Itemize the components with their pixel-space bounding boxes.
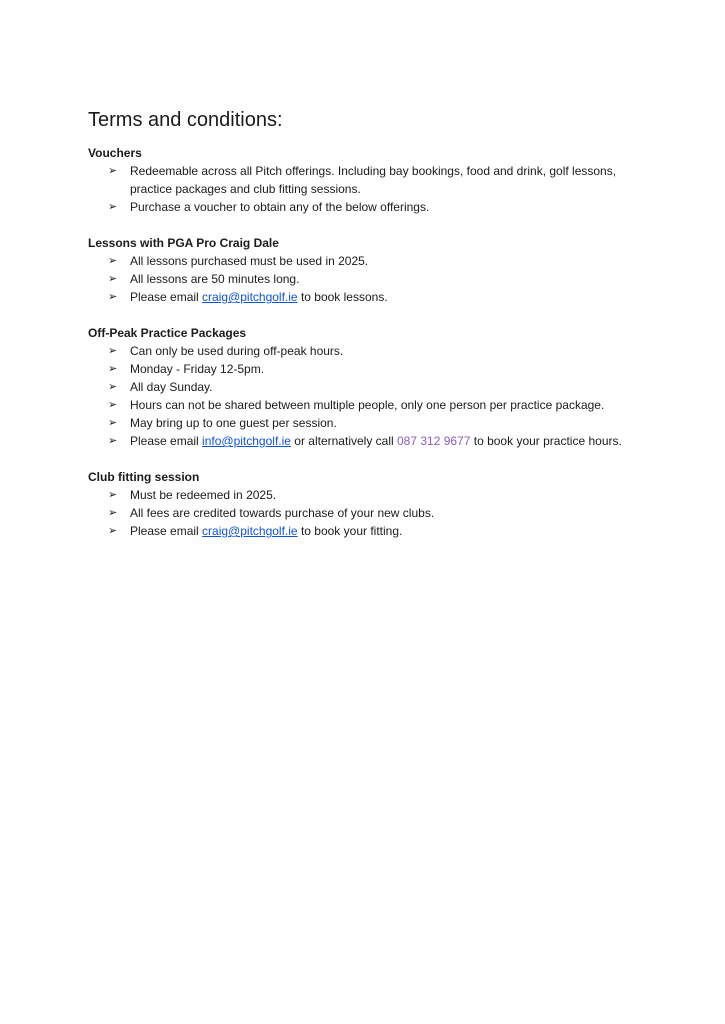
item-text: Please email bbox=[130, 290, 203, 304]
arrow-bullet-icon: ➢ bbox=[108, 344, 118, 357]
list-item bbox=[88, 522, 640, 540]
list-item bbox=[88, 414, 640, 432]
list-item bbox=[88, 198, 640, 216]
arrow-bullet-icon: ➢ bbox=[108, 362, 118, 375]
item-text: All lessons are 50 minutes long. bbox=[130, 272, 300, 286]
list-item bbox=[88, 432, 640, 450]
item-text: to book your practice hours. bbox=[470, 434, 622, 448]
arrow-bullet-icon: ➢ bbox=[108, 164, 118, 177]
item-text: Monday - Friday 12-5pm. bbox=[130, 362, 265, 376]
item-text: or alternatively call bbox=[290, 434, 397, 448]
section-heading: Vouchers bbox=[88, 146, 142, 160]
item-text: Must be redeemed in 2025. bbox=[130, 488, 277, 502]
email-link[interactable]: info@pitchgolf.ie bbox=[202, 434, 291, 448]
item-text: to book your fitting. bbox=[297, 524, 403, 538]
list-item bbox=[88, 270, 640, 288]
list-item bbox=[88, 288, 640, 306]
item-text: Please email bbox=[130, 434, 203, 448]
list-item bbox=[88, 252, 640, 270]
email-link[interactable]: craig@pitchgolf.ie bbox=[202, 290, 298, 304]
list-item bbox=[88, 504, 640, 522]
section-off-peak-practice-packages bbox=[88, 324, 640, 450]
page-title: Terms and conditions: bbox=[88, 109, 283, 131]
item-text: Can only be used during off-peak hours. bbox=[130, 344, 344, 358]
section-heading: Off-Peak Practice Packages bbox=[88, 326, 247, 340]
section-heading: Lessons with PGA Pro Craig Dale bbox=[88, 236, 279, 250]
item-text: to book lessons. bbox=[297, 290, 388, 304]
arrow-bullet-icon: ➢ bbox=[108, 200, 118, 213]
item-text: Purchase a voucher to obtain any of the below offerings. bbox=[130, 200, 430, 214]
section-lessons-with-pga-pro-craig-dale bbox=[88, 234, 640, 306]
arrow-bullet-icon: ➢ bbox=[108, 272, 118, 285]
arrow-bullet-icon: ➢ bbox=[108, 524, 118, 537]
section-vouchers bbox=[88, 144, 640, 216]
item-text: All fees are credited towards purchase of your new clubs. bbox=[130, 506, 435, 520]
section-heading: Club fitting session bbox=[88, 470, 200, 484]
arrow-bullet-icon: ➢ bbox=[108, 254, 118, 267]
item-text: Hours can not be shared between multiple people, only one person per practice package. bbox=[130, 398, 605, 412]
arrow-bullet-icon: ➢ bbox=[108, 398, 118, 411]
bullet-list bbox=[88, 252, 640, 306]
list-item bbox=[88, 396, 640, 414]
list-item bbox=[88, 486, 640, 504]
arrow-bullet-icon: ➢ bbox=[108, 380, 118, 393]
item-text: All day Sunday. bbox=[130, 380, 213, 394]
bullet-list bbox=[88, 342, 640, 450]
arrow-bullet-icon: ➢ bbox=[108, 290, 118, 303]
arrow-bullet-icon: ➢ bbox=[108, 506, 118, 519]
list-item bbox=[88, 360, 640, 378]
arrow-bullet-icon: ➢ bbox=[108, 434, 118, 447]
item-text: Redeemable across all Pitch offerings. Including bay bookings, food and drink, golf lessons, practice packages and club fitting sessions. bbox=[130, 164, 617, 196]
list-item bbox=[88, 162, 640, 198]
section-club-fitting-session bbox=[88, 468, 640, 540]
list-item bbox=[88, 378, 640, 396]
sections-container bbox=[88, 144, 640, 540]
bullet-list bbox=[88, 486, 640, 540]
arrow-bullet-icon: ➢ bbox=[108, 488, 118, 501]
phone-number[interactable]: 087 312 9677 bbox=[397, 434, 471, 448]
bullet-list bbox=[88, 162, 640, 216]
item-text: All lessons purchased must be used in 2025. bbox=[130, 254, 369, 268]
list-item bbox=[88, 342, 640, 360]
item-text: Please email bbox=[130, 524, 203, 538]
item-text: May bring up to one guest per session. bbox=[130, 416, 337, 430]
email-link[interactable]: craig@pitchgolf.ie bbox=[202, 524, 298, 538]
arrow-bullet-icon: ➢ bbox=[108, 416, 118, 429]
